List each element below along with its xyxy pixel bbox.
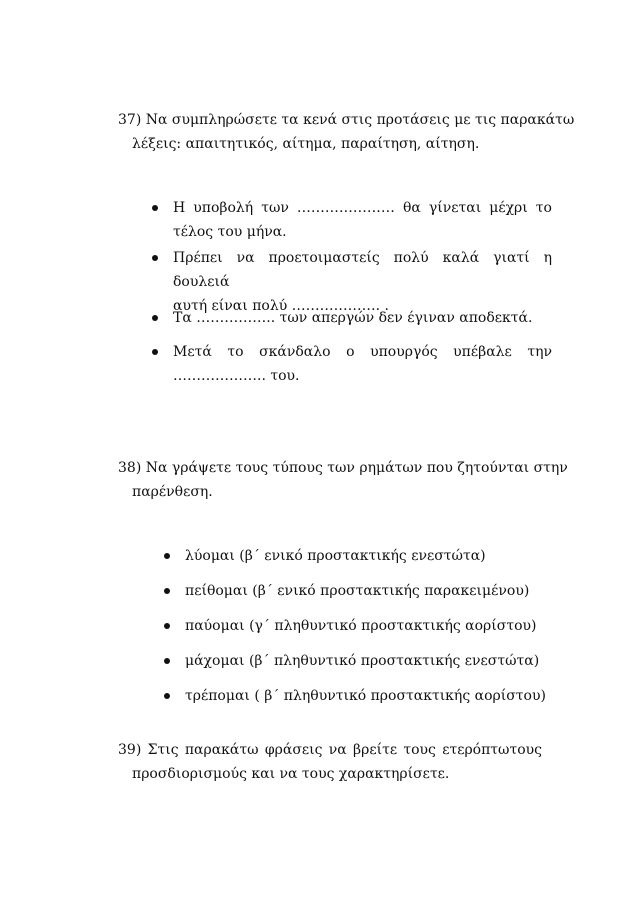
- q38-item-1-text: λύομαι (β΄ ενικό προστακτικής ενεστώτα): [185, 548, 486, 564]
- q37-item-4-line1: Μετά το σκάνδαλο ο υπουργός υπέβαλε την: [173, 344, 552, 360]
- q38-prompt-line1: 38) Να γράψετε τους τύπους των ρημάτων που ζητούνται στην: [118, 460, 568, 476]
- q38-item-2-text: πείθομαι (β΄ ενικό προστακτικής παρακειμένου): [185, 583, 530, 599]
- bullet-dot-icon: [152, 315, 158, 321]
- q37-item-2-line1: Πρέπει να προετοιμαστείς πολύ καλά γιατί η δουλειά: [173, 250, 552, 290]
- q38-prompt-line2: παρένθεση.: [132, 484, 213, 500]
- question-39-prompt: [118, 738, 542, 786]
- bullet-dot-icon: [164, 693, 170, 699]
- q38-item-5-text: τρέπομαι ( β΄ πληθυντικό προστακτικής αορίστου): [185, 688, 546, 704]
- bullet-dot-icon: [164, 658, 170, 664]
- bullet-dot-icon: [164, 588, 170, 594]
- q38-item-3-text: παύομαι (γ΄ πληθυντικό προστακτικής αορίστου): [185, 618, 537, 634]
- q37-item-1-line2: τέλος του μήνα.: [173, 224, 287, 240]
- bullet-dot-icon: [164, 623, 170, 629]
- q37-item-3-line1: Τα …………….. των απεργών δεν έγιναν αποδεκτά.: [173, 310, 533, 326]
- question-38-prompt: [118, 456, 568, 504]
- q38-item-4-text: μάχομαι (β΄ πληθυντικό προστακτικής ενεστώτα): [185, 653, 540, 669]
- q39-prompt-line1: 39) Στις παρακάτω φράσεις να βρείτε τους ετερόπτωτους: [118, 742, 542, 758]
- question-37-prompt: [118, 108, 575, 156]
- bullet-dot-icon: [152, 205, 158, 211]
- q39-prompt-line2: προσδιορισμούς και να τους χαρακτηρίσετε.: [132, 766, 450, 782]
- bullet-dot-icon: [152, 255, 158, 261]
- q37-item-1-line1: Η υποβολή των ………………… θα γίνεται μέχρι το: [173, 200, 552, 216]
- q37-prompt-line2: λέξεις: απαιτητικός, αίτημα, παραίτηση, αίτηση.: [132, 136, 480, 152]
- bullet-dot-icon: [164, 553, 170, 559]
- q37-prompt-line1: 37) Να συμπληρώσετε τα κενά στις προτάσεις με τις παρακάτω: [118, 112, 575, 128]
- q37-item-2-line2: αυτή είναι πολύ ………………. .: [173, 298, 390, 314]
- q37-item-4-line2: ……………….. του.: [173, 368, 300, 384]
- bullet-dot-icon: [152, 349, 158, 355]
